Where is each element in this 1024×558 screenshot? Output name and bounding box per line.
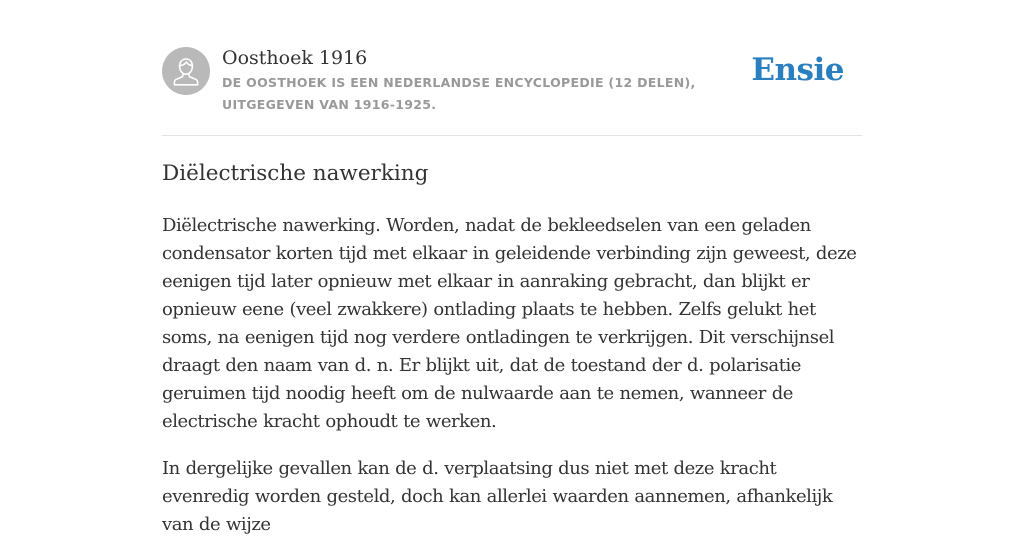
article-body — [162, 212, 866, 558]
source-avatar[interactable] — [162, 47, 210, 95]
article-paragraph: Diëlectrische nawerking. Worden, nadat de bekleedselen van een geladen condensator korten tijd met elkaar in geleidende verbinding zijn geweest, deze eenigen tijd later opnieuw met elkaar in aanraking gebracht, dan blijkt er opnieuw eene (veel zwakkere) ontlading plaats te hebben. Zelfs gelukt het soms, na eenigen tijd nog verdere ontladingen te verkrijgen. Dit verschijnsel draagt den naam van d. n. Er blijkt uit, dat de toestand der d. polarisatie geruimen tijd noodig heeft om de nulwaarde aan te nemen, wanneer de electrische kracht ophoudt te werken. — [162, 215, 857, 432]
source-header — [162, 46, 862, 136]
header-divider — [162, 135, 862, 136]
article-paragraph: In dergelijke gevallen kan de d. verplaatsing dus niet met deze kracht evenredig worden gesteld, doch kan allerlei waarden aannemen, afhankelijk van de wijze — [162, 458, 833, 535]
ensie-logo[interactable]: Ensie — [751, 52, 844, 88]
source-description: DE OOSTHOEK IS EEN NEDERLANDSE ENCYCLOPEDIE (12 DELEN), UITGEGEVEN VAN 1916-1925. — [222, 75, 696, 112]
source-title[interactable]: Oosthoek 1916 — [222, 47, 368, 69]
article-title: Diëlectrische nawerking — [162, 161, 429, 186]
user-icon — [162, 47, 210, 95]
